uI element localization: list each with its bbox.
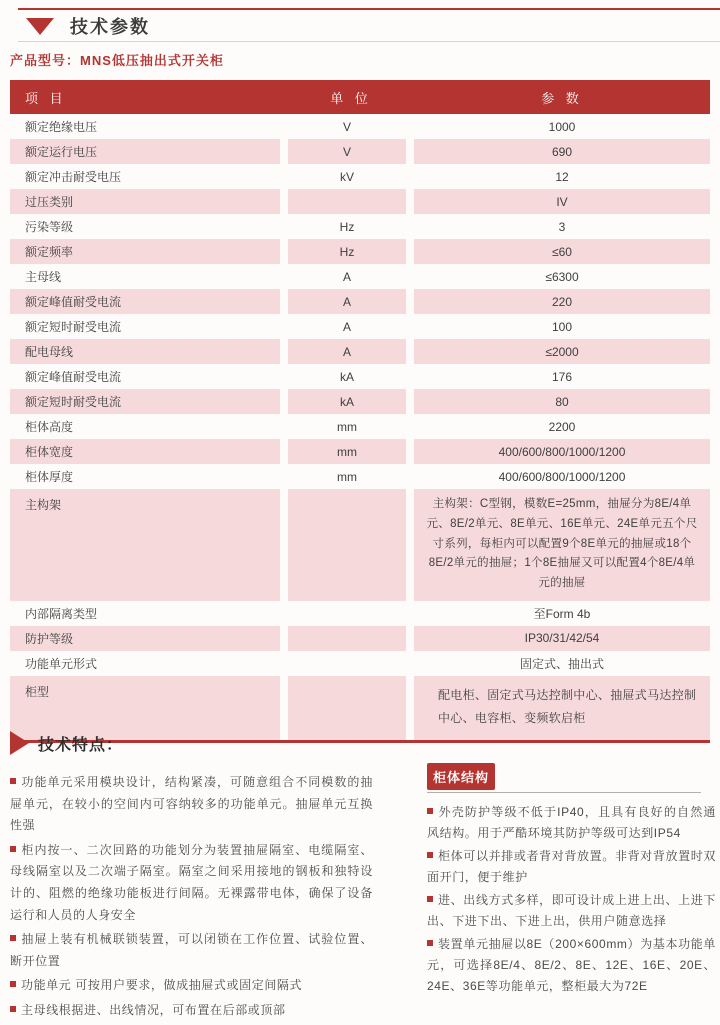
features-section (10, 731, 373, 1025)
cell-unit: V (342, 119, 351, 134)
cell-item: 额定运行电压 (10, 139, 280, 164)
cell-unit (288, 189, 406, 214)
top-accent-rule (18, 8, 720, 10)
cell-item: 主构架 (10, 489, 280, 601)
features-list (10, 772, 373, 1022)
cell-value: 12 (555, 169, 569, 184)
cell-value: 220 (414, 289, 710, 314)
cell-value: ≤2000 (414, 339, 710, 364)
bullet-item (10, 772, 373, 837)
cell-unit: mm (337, 419, 357, 434)
cabinet-structure-badge: 柜体结构 (427, 763, 495, 790)
cell-value: 1000 (548, 119, 576, 134)
cell-value: ≤6300 (545, 269, 579, 284)
cell-value: 配电柜、固定式马达控制中心、抽屉式马达控制中心、电容柜、变频软启柜 (414, 676, 710, 740)
cell-item: 额定峰值耐受电流 (25, 370, 122, 384)
triangle-down-icon (26, 18, 54, 35)
cell-item: 额定峰值耐受电流 (10, 289, 280, 314)
bullet-square-icon (10, 846, 16, 852)
cell-value: 176 (551, 369, 573, 384)
table-row (10, 389, 710, 414)
cell-item: 主母线 (25, 270, 62, 284)
cell-value: 80 (414, 389, 710, 414)
column-header-unit: 单 位 (330, 90, 372, 106)
cell-value: 400/600/800/1000/1200 (414, 439, 710, 464)
bullet-text: 外壳防护等级不低于IP40，且具有良好的自然通风结构。用于严酷环境其防护等级可达到IP54 (427, 805, 716, 840)
bullet-square-icon (10, 778, 16, 784)
bullet-item (10, 840, 373, 926)
cell-value: 固定式、抽出式 (519, 656, 604, 671)
cell-item: 功能单元形式 (25, 656, 98, 671)
bullet-item (427, 802, 716, 844)
cell-unit (288, 489, 406, 601)
cell-item: 额定短时耐受电流 (10, 389, 280, 414)
cell-unit (288, 626, 406, 651)
cell-item: 配电母线 (10, 339, 280, 364)
title-divider (18, 41, 720, 42)
cell-value: ≤60 (414, 239, 710, 264)
cell-value: 主构架：C型钢，模数E=25mm，抽屉分为8E/4单元、8E/2单元、8E单元、16E单元、24E单元五个尺寸系列，每柜内可以配置9个8E单元的抽屉或18个8E/2单元的抽屉；1个8E抽屉又可以配置4个8E/4单元的抽屉 (414, 489, 710, 601)
table-row (10, 439, 710, 464)
cell-value: 100 (551, 319, 573, 334)
bullet-text: 抽屉上装有机械联锁装置，可以闭锁在工作位置、试验位置、断开位置 (10, 932, 373, 968)
bullet-square-icon (10, 981, 16, 987)
bullet-text: 装置单元抽屉以8E（200×600mm）为基本功能单元，可选择8E/4、8E/2、8E、12E、16E、20E、24E、36E等功能单元，整柜最大为72E (427, 937, 716, 993)
cell-value: 2200 (548, 419, 576, 434)
cell-unit: mm (288, 439, 406, 464)
cell-item: 内部隔离类型 (25, 606, 98, 621)
section-header (26, 13, 150, 39)
table-row (10, 626, 710, 651)
triangle-right-icon (10, 731, 29, 755)
cell-unit: A (288, 339, 406, 364)
cell-unit (288, 651, 406, 676)
spec-table (10, 80, 710, 743)
cell-item: 污染等级 (25, 220, 74, 234)
table-row (10, 264, 710, 289)
bullet-item (10, 975, 373, 997)
bullet-item (427, 890, 716, 932)
cell-unit: kA (288, 389, 406, 414)
cell-value: 690 (414, 139, 710, 164)
bullet-item (427, 934, 716, 997)
bullet-text: 功能单元 可按用户要求，做成抽屉式或固定间隔式 (21, 978, 303, 993)
table-row (10, 339, 710, 364)
column-header-param: 参 数 (541, 90, 583, 106)
cell-unit: mm (337, 469, 357, 484)
bullet-square-icon (427, 940, 433, 946)
cell-unit: A (342, 319, 351, 334)
cell-item: 防护等级 (10, 626, 280, 651)
cell-item: 柜型 (10, 676, 280, 740)
cell-item: 过压类别 (10, 189, 280, 214)
cell-item: 额定冲击耐受电压 (25, 170, 122, 184)
cell-item: 柜体厚度 (25, 470, 74, 484)
cabinet-structure-divider (427, 792, 701, 793)
table-row (10, 289, 710, 314)
bullet-text: 柜体可以并排或者背对背放置。非背对背放置时双面开门，便于维护 (427, 849, 716, 884)
column-header-item: 项 目 (25, 90, 67, 106)
cell-value: IV (414, 189, 710, 214)
cell-item: 额定绝缘电压 (25, 120, 98, 134)
cell-item: 额定频率 (10, 239, 280, 264)
table-row (10, 239, 710, 264)
cell-item: 额定短时耐受电流 (25, 320, 122, 334)
bullet-square-icon (427, 852, 433, 858)
cell-unit: V (288, 139, 406, 164)
table-row (10, 164, 710, 189)
table-row (10, 114, 710, 139)
features-header (10, 731, 373, 755)
table-row (10, 364, 710, 389)
cell-unit: kV (339, 169, 354, 184)
cell-item: 柜体高度 (25, 420, 74, 434)
cabinet-structure-section (427, 763, 716, 999)
bullet-text: 进、出线方式多样，即可设计成上进上出、上进下出、下进下出、下进上出，供用户随意选择 (427, 893, 716, 928)
bullet-square-icon (427, 896, 433, 902)
bullet-item (427, 846, 716, 888)
table-row (10, 601, 710, 626)
table-row (10, 314, 710, 339)
bullet-text: 功能单元采用模块设计，结构紧凑，可随意组合不同模数的抽屉单元，在较小的空间内可容纳较多的功能单元。抽屉单元互换性强 (10, 775, 373, 833)
cell-unit (288, 601, 406, 626)
table-row (10, 139, 710, 164)
table-header-row (10, 80, 710, 114)
table-row (10, 489, 710, 601)
table-row (10, 651, 710, 676)
bullet-square-icon (10, 935, 16, 941)
table-row (10, 214, 710, 239)
bullet-text: 主母线根据进、出线情况，可布置在后部或顶部 (21, 1002, 286, 1017)
cabinet-structure-list (427, 802, 716, 997)
spec-table-body (10, 114, 710, 740)
table-row (10, 464, 710, 489)
table-row (10, 189, 710, 214)
cell-value: IP30/31/42/54 (414, 626, 710, 651)
cell-value: 400/600/800/1000/1200 (498, 469, 626, 484)
cell-unit: A (342, 269, 351, 284)
bullet-text: 柜内按一、二次回路的功能划分为装置抽屉隔室、电缆隔室、母线隔室以及二次端子隔室。隔室之间采用接地的钢板和独特设计的、阻燃的绝缘功能板进行间隔。无裸露带电体，确保了设备运行和人员的人身安全 (10, 842, 373, 922)
product-model-label: 产品型号：MNS低压抽出式开关柜 (10, 53, 224, 68)
page-title: 技术参数 (70, 17, 150, 37)
cell-unit: kA (339, 369, 354, 384)
cell-value: 3 (558, 219, 566, 234)
cell-unit: Hz (288, 239, 406, 264)
bullet-square-icon (427, 808, 433, 814)
table-row (10, 414, 710, 439)
bullet-item (10, 929, 373, 972)
cell-unit: Hz (339, 219, 355, 234)
cell-value: 至Form 4b (533, 606, 591, 621)
bullet-square-icon (10, 1006, 16, 1012)
cell-unit: A (288, 289, 406, 314)
features-title: 技术特点： (38, 736, 124, 754)
bullet-item (10, 1000, 373, 1022)
cell-item: 柜体宽度 (10, 439, 280, 464)
